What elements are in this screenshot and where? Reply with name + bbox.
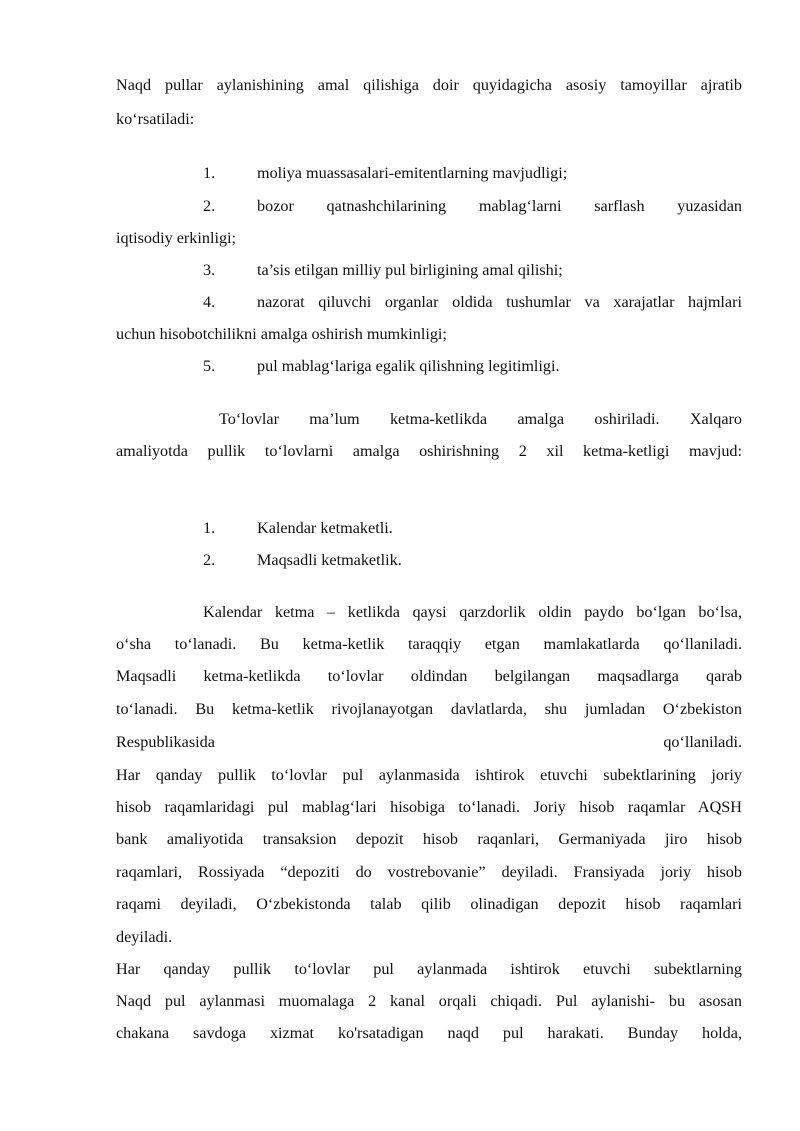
body-line: Naqd pul aylanmasi muomalaga 2 kanal orqali chiqadi. Pul aylanishi- bu asosan: [116, 992, 742, 1010]
body-line: Maqsadli ketma-ketlikda to‘lovlar oldindan belgilangan maqsadlarga qarab: [116, 667, 742, 685]
list-item-text: Maqsadli ketmaketlik.: [257, 551, 402, 569]
list-item-number: 3.: [203, 261, 216, 279]
body-line: hisob raqamlaridagi pul mablag‘lari hisobiga to‘lanadi. Joriy hisob raqamlar AQSH: [116, 798, 742, 816]
body-line: deyiladi.: [116, 928, 173, 946]
body-line: raqamlari, Rossiyada “depoziti do vostrebovanie” deyiladi. Fransiyada joriy hisob: [116, 863, 742, 881]
intro-line-2: ko‘rsatiladi:: [116, 110, 195, 128]
payments-line-1: To‘lovlar ma’lum ketma-ketlikda amalga oshiriladi. Xalqaro: [219, 410, 742, 428]
list-item-number: 5.: [203, 357, 216, 375]
list-item-number: 2.: [203, 197, 216, 215]
body-line: raqami deyiladi, O‘zbekistonda talab qilib olinadigan depozit hisob raqamlari: [116, 895, 742, 913]
list-item-number: 4.: [203, 293, 216, 311]
body-line: Har qanday pullik to‘lovlar pul aylanmasida ishtirok etuvchi subektlarining joriy: [116, 766, 742, 784]
list-item-text: pul mablag‘lariga egalik qilishning legitimligi.: [257, 357, 560, 375]
intro-line-1: Naqd pullar aylanishining amal qilishiga doir quyidagicha asosiy tamoyillar ajratib: [116, 76, 742, 94]
list-item-text: Kalendar ketmaketli.: [257, 519, 393, 537]
list-item-text: bozor qatnashchilarining mablag‘larni sarflash yuzasidan: [257, 197, 742, 215]
body-line: to‘lanadi. Bu ketma-ketlik rivojlanayotgan davlatlarda, shu jumladan O‘zbekiston: [116, 700, 742, 718]
body-line: bank amaliyotida transaksion depozit hisob raqanlari, Germaniyada jiro hisob: [116, 830, 742, 848]
list-item-text: nazorat qiluvchi organlar oldida tushumlar va xarajatlar hajmlari: [257, 293, 742, 311]
list-item-number: 2.: [203, 551, 216, 569]
list-item-number: 1.: [203, 519, 216, 537]
list-item-text: ta’sis etilgan milliy pul birligining amal qilishi;: [257, 261, 563, 279]
payments-line-2: amaliyotda pullik to‘lovlarni amalga oshirishning 2 xil ketma-ketligi mavjud:: [116, 442, 742, 460]
list-item-continuation: iqtisodiy erkinligi;: [116, 229, 237, 247]
list-item-continuation: uchun hisobotchilikni amalga oshirish mumkinligi;: [116, 325, 447, 343]
body-line: o‘sha to‘lanadi. Bu ketma-ketlik taraqqiy etgan mamlakatlarda qo‘llaniladi.: [116, 635, 742, 653]
body-line: Respublikasida qo‘llaniladi.: [116, 733, 742, 751]
body-line: chakana savdoga xizmat ko'rsatadigan naqd pul harakati. Bunday holda,: [116, 1024, 742, 1042]
body-line: Kalendar ketma – ketlikda qaysi qarzdorlik oldin paydo bo‘lgan bo‘lsa,: [203, 603, 742, 621]
list-item-number: 1.: [203, 164, 216, 182]
list-item-text: moliya muassasalari-emitentlarning mavjudligi;: [257, 164, 568, 182]
body-line: Har qanday pullik to‘lovlar pul aylanmada ishtirok etuvchi subektlarning: [116, 960, 742, 978]
